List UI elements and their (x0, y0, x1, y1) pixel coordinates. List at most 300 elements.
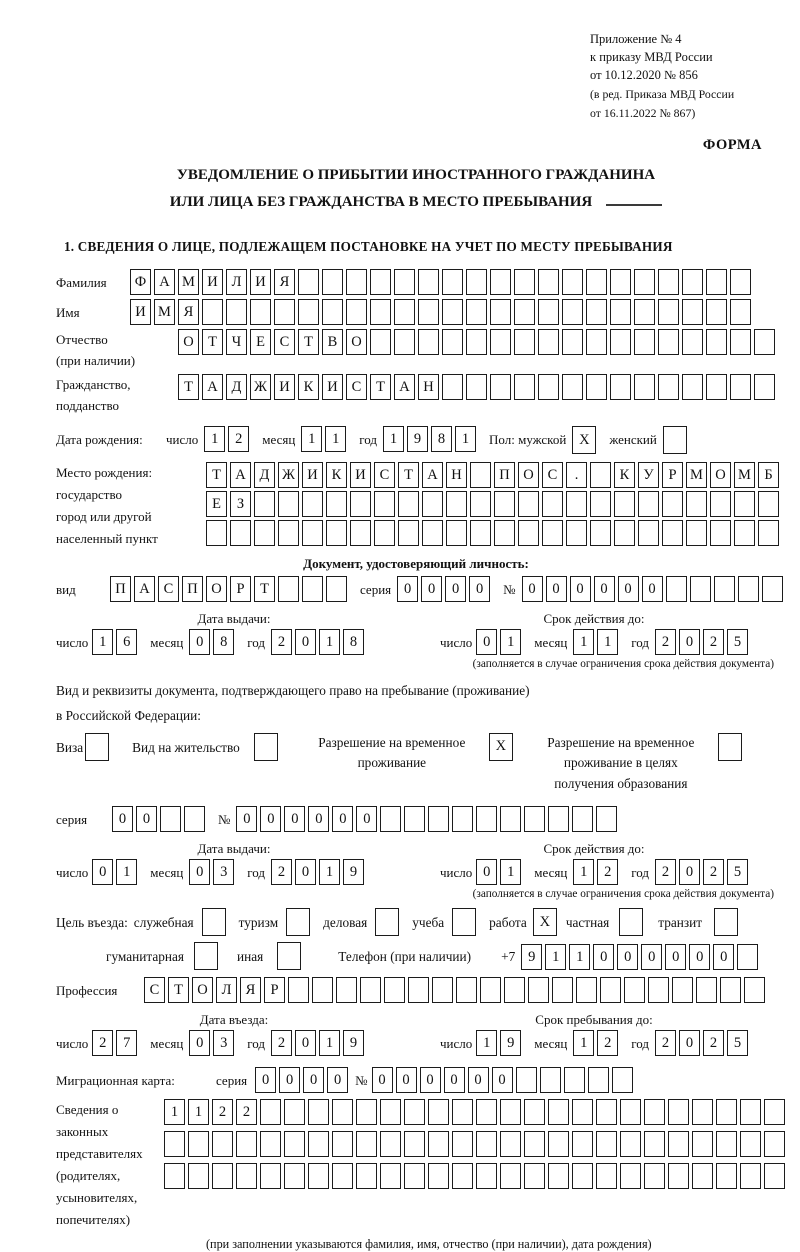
char-cell[interactable] (614, 491, 635, 517)
char-cell[interactable] (764, 1099, 785, 1125)
char-cell[interactable]: 1 (92, 629, 113, 655)
char-cell[interactable]: 0 (372, 1067, 393, 1093)
iddoc-issue-month-input[interactable] (189, 629, 237, 656)
char-cell[interactable] (476, 806, 497, 832)
char-cell[interactable]: 0 (618, 576, 639, 602)
purpose-other-checkbox[interactable] (277, 942, 304, 970)
char-cell[interactable] (370, 299, 391, 325)
char-cell[interactable] (706, 374, 727, 400)
char-cell[interactable] (692, 1163, 713, 1189)
char-cell[interactable]: 0 (665, 944, 686, 970)
char-cell[interactable]: 0 (476, 629, 497, 655)
char-cell[interactable]: С (274, 329, 295, 355)
char-cell[interactable] (284, 1163, 305, 1189)
purpose-work-checkbox[interactable] (533, 908, 560, 936)
char-cell[interactable]: Д (254, 462, 275, 488)
char-cell[interactable] (494, 491, 515, 517)
char-cell[interactable]: Ч (226, 329, 247, 355)
char-cell[interactable] (212, 1131, 233, 1157)
char-cell[interactable]: 0 (136, 806, 157, 832)
char-cell[interactable] (470, 520, 491, 546)
stay-day-input[interactable] (476, 1030, 524, 1057)
residence-permit-checkbox[interactable] (254, 733, 281, 761)
char-cell[interactable]: 0 (397, 576, 418, 602)
char-cell[interactable]: 9 (343, 859, 364, 885)
char-cell[interactable] (288, 977, 309, 1003)
char-cell[interactable] (524, 1131, 545, 1157)
surname-input[interactable] (130, 269, 754, 295)
char-cell[interactable] (394, 269, 415, 295)
char-cell[interactable]: Н (446, 462, 467, 488)
representatives-input-row2[interactable] (164, 1131, 788, 1157)
entry-day-input[interactable] (92, 1030, 140, 1057)
char-cell[interactable] (380, 806, 401, 832)
char-cell[interactable] (634, 329, 655, 355)
char-cell[interactable]: 2 (703, 629, 724, 655)
char-cell[interactable]: 8 (213, 629, 234, 655)
char-cell[interactable]: 0 (546, 576, 567, 602)
char-cell[interactable]: 0 (445, 576, 466, 602)
char-cell[interactable] (586, 269, 607, 295)
char-cell[interactable] (714, 908, 738, 936)
char-cell[interactable] (663, 426, 687, 454)
char-cell[interactable] (610, 329, 631, 355)
char-cell[interactable] (718, 733, 742, 761)
char-cell[interactable] (466, 299, 487, 325)
char-cell[interactable] (254, 491, 275, 517)
char-cell[interactable]: Ф (130, 269, 151, 295)
char-cell[interactable]: 2 (655, 859, 676, 885)
char-cell[interactable] (668, 1131, 689, 1157)
char-cell[interactable] (738, 576, 759, 602)
char-cell[interactable]: М (686, 462, 707, 488)
char-cell[interactable]: О (518, 462, 539, 488)
char-cell[interactable] (610, 299, 631, 325)
char-cell[interactable] (612, 1067, 633, 1093)
char-cell[interactable]: О (206, 576, 227, 602)
char-cell[interactable] (619, 908, 643, 936)
char-cell[interactable] (610, 374, 631, 400)
char-cell[interactable]: Я (178, 299, 199, 325)
char-cell[interactable] (236, 1131, 257, 1157)
char-cell[interactable]: 0 (356, 806, 377, 832)
char-cell[interactable] (716, 1099, 737, 1125)
char-cell[interactable]: X (572, 426, 596, 454)
char-cell[interactable] (586, 329, 607, 355)
char-cell[interactable] (716, 1131, 737, 1157)
purpose-official-checkbox[interactable] (202, 908, 229, 936)
char-cell[interactable]: 8 (343, 629, 364, 655)
char-cell[interactable]: У (638, 462, 659, 488)
char-cell[interactable]: 0 (189, 629, 210, 655)
migcard-series-input[interactable] (255, 1067, 351, 1093)
char-cell[interactable] (706, 329, 727, 355)
char-cell[interactable] (85, 733, 109, 761)
char-cell[interactable] (490, 374, 511, 400)
char-cell[interactable] (356, 1163, 377, 1189)
purpose-tourism-checkbox[interactable] (286, 908, 313, 936)
char-cell[interactable] (572, 1131, 593, 1157)
char-cell[interactable] (254, 520, 275, 546)
firstname-input[interactable] (130, 299, 754, 325)
char-cell[interactable]: 3 (213, 1030, 234, 1056)
char-cell[interactable] (634, 374, 655, 400)
char-cell[interactable] (514, 329, 535, 355)
char-cell[interactable] (350, 520, 371, 546)
char-cell[interactable]: А (230, 462, 251, 488)
char-cell[interactable]: О (346, 329, 367, 355)
char-cell[interactable] (610, 269, 631, 295)
rvp-checkbox[interactable] (489, 733, 516, 761)
char-cell[interactable]: 1 (383, 426, 404, 452)
char-cell[interactable]: 2 (655, 629, 676, 655)
char-cell[interactable] (572, 1163, 593, 1189)
citizenship-input[interactable] (178, 374, 778, 400)
char-cell[interactable]: А (394, 374, 415, 400)
char-cell[interactable] (548, 1099, 569, 1125)
char-cell[interactable]: Т (178, 374, 199, 400)
char-cell[interactable] (624, 977, 645, 1003)
char-cell[interactable] (658, 374, 679, 400)
char-cell[interactable] (662, 520, 683, 546)
char-cell[interactable] (620, 1099, 641, 1125)
sex-female-checkbox[interactable] (663, 426, 690, 454)
char-cell[interactable]: М (154, 299, 175, 325)
char-cell[interactable] (442, 374, 463, 400)
purpose-private-checkbox[interactable] (619, 908, 646, 936)
char-cell[interactable] (160, 806, 181, 832)
char-cell[interactable]: П (110, 576, 131, 602)
char-cell[interactable]: 0 (295, 1030, 316, 1056)
char-cell[interactable]: Е (206, 491, 227, 517)
char-cell[interactable]: И (130, 299, 151, 325)
char-cell[interactable] (504, 977, 525, 1003)
char-cell[interactable] (596, 1163, 617, 1189)
char-cell[interactable]: Я (274, 269, 295, 295)
char-cell[interactable] (284, 1131, 305, 1157)
char-cell[interactable]: О (710, 462, 731, 488)
char-cell[interactable]: 2 (236, 1099, 257, 1125)
char-cell[interactable] (428, 1163, 449, 1189)
char-cell[interactable]: И (202, 269, 223, 295)
char-cell[interactable] (564, 1067, 585, 1093)
char-cell[interactable] (710, 491, 731, 517)
char-cell[interactable] (737, 944, 758, 970)
entry-month-input[interactable] (189, 1030, 237, 1057)
char-cell[interactable] (740, 1163, 761, 1189)
char-cell[interactable] (538, 299, 559, 325)
char-cell[interactable] (432, 977, 453, 1003)
char-cell[interactable]: 0 (112, 806, 133, 832)
char-cell[interactable] (566, 491, 587, 517)
doc-series-input[interactable] (397, 576, 493, 602)
char-cell[interactable]: 1 (325, 426, 346, 452)
char-cell[interactable] (408, 977, 429, 1003)
char-cell[interactable] (500, 1131, 521, 1157)
staydoc-valid-month-input[interactable] (573, 859, 621, 886)
char-cell[interactable] (380, 1131, 401, 1157)
char-cell[interactable] (398, 491, 419, 517)
char-cell[interactable]: 9 (343, 1030, 364, 1056)
char-cell[interactable] (662, 491, 683, 517)
char-cell[interactable] (346, 299, 367, 325)
staydoc-issue-day-input[interactable] (92, 859, 140, 886)
char-cell[interactable] (686, 520, 707, 546)
char-cell[interactable]: С (158, 576, 179, 602)
char-cell[interactable] (762, 576, 783, 602)
char-cell[interactable] (394, 299, 415, 325)
char-cell[interactable]: Т (206, 462, 227, 488)
char-cell[interactable] (332, 1163, 353, 1189)
char-cell[interactable]: О (178, 329, 199, 355)
char-cell[interactable]: Т (254, 576, 275, 602)
char-cell[interactable] (374, 491, 395, 517)
char-cell[interactable]: И (274, 374, 295, 400)
char-cell[interactable] (236, 1163, 257, 1189)
char-cell[interactable] (302, 576, 323, 602)
profession-input[interactable] (144, 977, 768, 1003)
char-cell[interactable] (490, 269, 511, 295)
char-cell[interactable] (384, 977, 405, 1003)
char-cell[interactable]: О (192, 977, 213, 1003)
char-cell[interactable] (758, 520, 779, 546)
char-cell[interactable]: 0 (279, 1067, 300, 1093)
char-cell[interactable]: 1 (188, 1099, 209, 1125)
char-cell[interactable] (302, 491, 323, 517)
char-cell[interactable] (490, 299, 511, 325)
char-cell[interactable]: 2 (597, 859, 618, 885)
char-cell[interactable]: А (202, 374, 223, 400)
char-cell[interactable] (194, 942, 218, 970)
char-cell[interactable]: 1 (500, 629, 521, 655)
char-cell[interactable]: 0 (420, 1067, 441, 1093)
char-cell[interactable] (202, 908, 226, 936)
char-cell[interactable] (672, 977, 693, 1003)
char-cell[interactable]: С (374, 462, 395, 488)
char-cell[interactable]: И (350, 462, 371, 488)
rvp-education-checkbox[interactable] (718, 733, 745, 761)
char-cell[interactable]: Д (226, 374, 247, 400)
char-cell[interactable]: 7 (116, 1030, 137, 1056)
char-cell[interactable] (686, 491, 707, 517)
char-cell[interactable] (332, 1099, 353, 1125)
birthplace-input-row2[interactable] (206, 491, 782, 517)
iddoc-issue-year-input[interactable] (271, 629, 367, 656)
char-cell[interactable] (428, 1131, 449, 1157)
char-cell[interactable] (500, 1163, 521, 1189)
char-cell[interactable] (542, 491, 563, 517)
char-cell[interactable]: К (614, 462, 635, 488)
char-cell[interactable]: 1 (573, 859, 594, 885)
char-cell[interactable] (308, 1099, 329, 1125)
char-cell[interactable] (418, 329, 439, 355)
char-cell[interactable] (428, 806, 449, 832)
char-cell[interactable]: 2 (271, 1030, 292, 1056)
purpose-business-checkbox[interactable] (375, 908, 402, 936)
char-cell[interactable] (682, 329, 703, 355)
char-cell[interactable] (730, 299, 751, 325)
char-cell[interactable]: 0 (295, 859, 316, 885)
char-cell[interactable]: Б (758, 462, 779, 488)
char-cell[interactable]: 1 (455, 426, 476, 452)
char-cell[interactable] (682, 299, 703, 325)
char-cell[interactable]: И (302, 462, 323, 488)
char-cell[interactable] (696, 977, 717, 1003)
char-cell[interactable]: 0 (396, 1067, 417, 1093)
char-cell[interactable] (548, 1163, 569, 1189)
char-cell[interactable] (710, 520, 731, 546)
char-cell[interactable]: 1 (301, 426, 322, 452)
char-cell[interactable] (346, 269, 367, 295)
char-cell[interactable]: 1 (500, 859, 521, 885)
char-cell[interactable]: 0 (255, 1067, 276, 1093)
char-cell[interactable] (375, 908, 399, 936)
char-cell[interactable] (404, 1131, 425, 1157)
char-cell[interactable] (326, 520, 347, 546)
char-cell[interactable]: И (322, 374, 343, 400)
char-cell[interactable] (452, 1131, 473, 1157)
char-cell[interactable] (590, 520, 611, 546)
char-cell[interactable] (516, 1067, 537, 1093)
iddoc-valid-year-input[interactable] (655, 629, 751, 656)
birth-year-input[interactable] (383, 426, 479, 452)
char-cell[interactable] (422, 520, 443, 546)
char-cell[interactable]: Р (264, 977, 285, 1003)
char-cell[interactable] (452, 1163, 473, 1189)
birthplace-input-row3[interactable] (206, 520, 782, 546)
char-cell[interactable]: 2 (212, 1099, 233, 1125)
char-cell[interactable]: З (230, 491, 251, 517)
char-cell[interactable]: 0 (92, 859, 113, 885)
char-cell[interactable]: 0 (679, 859, 700, 885)
char-cell[interactable] (764, 1163, 785, 1189)
char-cell[interactable]: 0 (468, 1067, 489, 1093)
char-cell[interactable] (514, 269, 535, 295)
char-cell[interactable] (572, 806, 593, 832)
char-cell[interactable] (466, 374, 487, 400)
char-cell[interactable] (562, 374, 583, 400)
char-cell[interactable]: 0 (327, 1067, 348, 1093)
char-cell[interactable] (734, 520, 755, 546)
purpose-transit-checkbox[interactable] (714, 908, 741, 936)
char-cell[interactable] (326, 491, 347, 517)
char-cell[interactable] (644, 1099, 665, 1125)
char-cell[interactable] (184, 806, 205, 832)
char-cell[interactable] (298, 299, 319, 325)
char-cell[interactable] (706, 269, 727, 295)
char-cell[interactable] (452, 806, 473, 832)
char-cell[interactable]: Я (240, 977, 261, 1003)
char-cell[interactable] (720, 977, 741, 1003)
char-cell[interactable] (418, 299, 439, 325)
char-cell[interactable] (476, 1099, 497, 1125)
char-cell[interactable]: Л (226, 269, 247, 295)
char-cell[interactable] (428, 1099, 449, 1125)
migcard-number-input[interactable] (372, 1067, 636, 1093)
char-cell[interactable]: 2 (597, 1030, 618, 1056)
char-cell[interactable]: Т (298, 329, 319, 355)
char-cell[interactable]: 2 (228, 426, 249, 452)
char-cell[interactable] (274, 299, 295, 325)
birth-day-input[interactable] (204, 426, 252, 452)
char-cell[interactable]: 2 (271, 859, 292, 885)
char-cell[interactable]: 1 (573, 1030, 594, 1056)
char-cell[interactable]: 0 (522, 576, 543, 602)
purpose-study-checkbox[interactable] (452, 908, 479, 936)
visa-checkbox[interactable] (85, 733, 112, 761)
char-cell[interactable] (634, 299, 655, 325)
char-cell[interactable]: 0 (332, 806, 353, 832)
staydoc-issue-month-input[interactable] (189, 859, 237, 886)
char-cell[interactable] (446, 520, 467, 546)
char-cell[interactable]: Н (418, 374, 439, 400)
char-cell[interactable] (514, 374, 535, 400)
char-cell[interactable]: . (566, 462, 587, 488)
char-cell[interactable] (260, 1099, 281, 1125)
char-cell[interactable]: 9 (521, 944, 542, 970)
staydoc-valid-day-input[interactable] (476, 859, 524, 886)
char-cell[interactable]: 1 (476, 1030, 497, 1056)
char-cell[interactable]: М (178, 269, 199, 295)
char-cell[interactable]: П (182, 576, 203, 602)
char-cell[interactable] (590, 462, 611, 488)
char-cell[interactable] (380, 1163, 401, 1189)
char-cell[interactable] (666, 576, 687, 602)
char-cell[interactable] (332, 1131, 353, 1157)
char-cell[interactable] (552, 977, 573, 1003)
char-cell[interactable] (620, 1163, 641, 1189)
char-cell[interactable] (302, 520, 323, 546)
char-cell[interactable]: Т (370, 374, 391, 400)
char-cell[interactable] (524, 806, 545, 832)
char-cell[interactable] (566, 520, 587, 546)
char-cell[interactable] (644, 1131, 665, 1157)
char-cell[interactable]: 0 (642, 576, 663, 602)
char-cell[interactable] (164, 1163, 185, 1189)
char-cell[interactable] (202, 299, 223, 325)
char-cell[interactable] (394, 329, 415, 355)
char-cell[interactable]: Ж (278, 462, 299, 488)
char-cell[interactable] (404, 806, 425, 832)
entry-year-input[interactable] (271, 1030, 367, 1057)
char-cell[interactable]: С (346, 374, 367, 400)
char-cell[interactable]: 5 (727, 1030, 748, 1056)
char-cell[interactable] (586, 299, 607, 325)
patronymic-input[interactable] (178, 329, 778, 355)
char-cell[interactable]: 1 (573, 629, 594, 655)
char-cell[interactable] (730, 269, 751, 295)
stay-month-input[interactable] (573, 1030, 621, 1057)
char-cell[interactable]: X (533, 908, 557, 936)
char-cell[interactable] (350, 491, 371, 517)
char-cell[interactable] (452, 1099, 473, 1125)
char-cell[interactable] (740, 1131, 761, 1157)
char-cell[interactable] (230, 520, 251, 546)
char-cell[interactable]: 2 (655, 1030, 676, 1056)
char-cell[interactable]: К (326, 462, 347, 488)
char-cell[interactable] (284, 1099, 305, 1125)
char-cell[interactable]: С (144, 977, 165, 1003)
staydoc-valid-year-input[interactable] (655, 859, 751, 886)
char-cell[interactable] (764, 1131, 785, 1157)
char-cell[interactable] (638, 491, 659, 517)
char-cell[interactable]: М (734, 462, 755, 488)
char-cell[interactable] (542, 520, 563, 546)
char-cell[interactable]: 0 (593, 944, 614, 970)
char-cell[interactable] (614, 520, 635, 546)
char-cell[interactable] (260, 1163, 281, 1189)
char-cell[interactable] (470, 462, 491, 488)
